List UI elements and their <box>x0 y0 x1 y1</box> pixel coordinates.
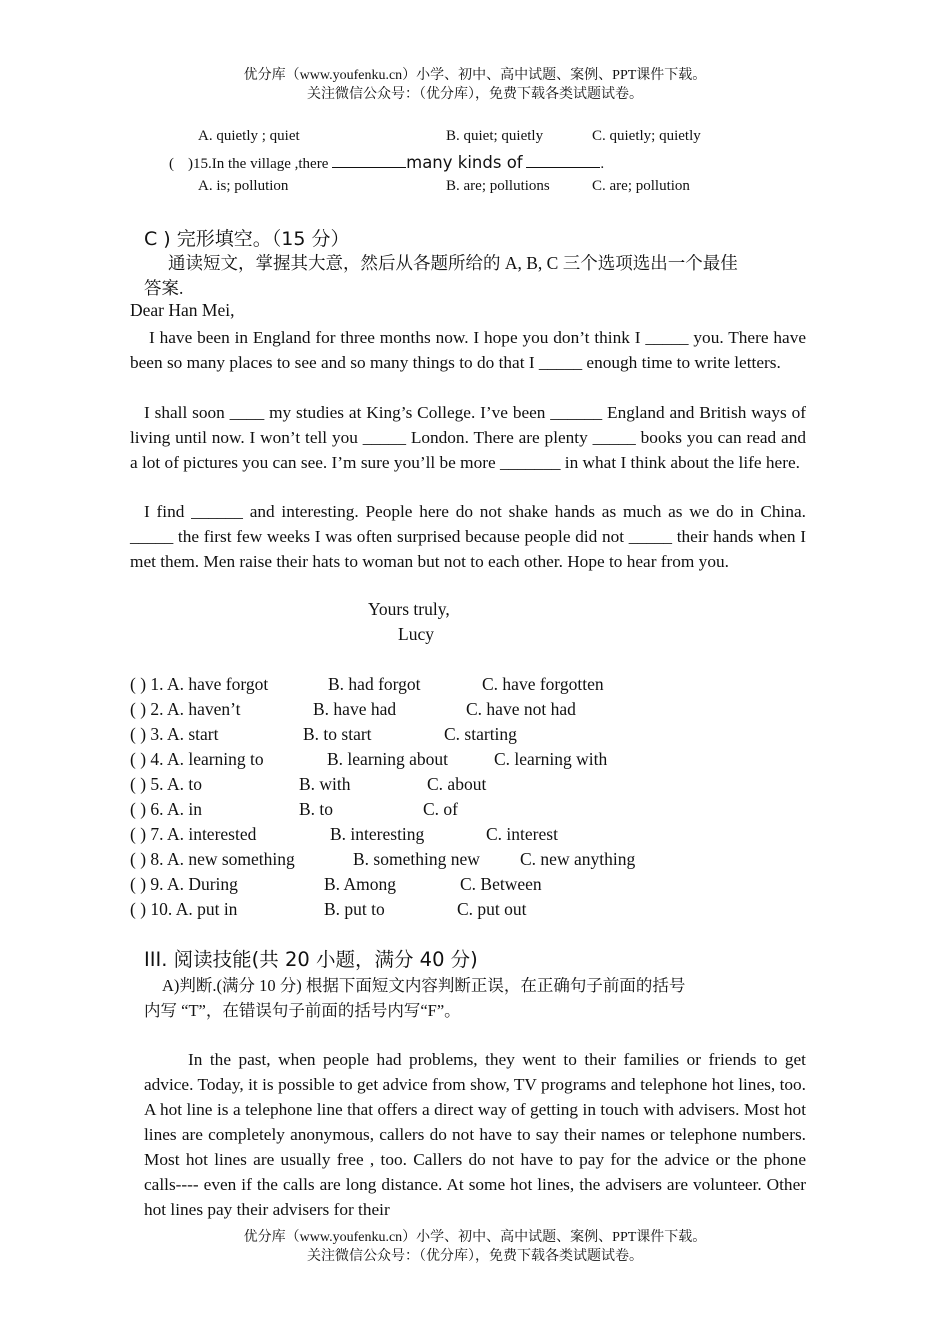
question-5-b: B. with <box>299 774 351 794</box>
question-6-b: B. to <box>299 799 334 819</box>
header-line-2: 关注微信公众号：（优分库），免费下载各类试题试卷。 <box>307 87 643 102</box>
footer-line-2: 关注微信公众号：（优分库），免费下载各类试题试卷。 <box>307 1249 643 1264</box>
question-5-c: C. about <box>427 774 487 794</box>
section-3-title: III. 阅读技能(共 20 小题，满分 40 分) <box>144 948 478 971</box>
section-3a-instruction-2: 内写 “T”，在错误句子前面的括号内写“F”。 <box>144 1001 461 1020</box>
q14-option-c: C. quietly; quietly <box>592 128 701 144</box>
letter-signature: Lucy <box>398 624 434 644</box>
question-10-b: B. put to <box>324 899 385 919</box>
section-c-title: C ) 完形填空。（15 分） <box>144 228 350 250</box>
question-4-b: B. learning about <box>327 749 449 769</box>
q15-option-a: A. is; pollution <box>198 178 289 194</box>
letter-paragraph-1: I have been in England for three months now. I hope you don’t think I _____ you. There have been so many places to see and so many things to do that I _____ enough time to write letters. <box>130 328 806 372</box>
question-3-c: C. starting <box>444 724 517 744</box>
question-4-c: C. learning with <box>494 749 608 769</box>
q15-option-c: C. are; pollution <box>592 178 690 194</box>
q15-stem <box>169 153 604 173</box>
question-4-a: ( ) 4. A. learning to <box>130 749 264 769</box>
footer-line-1: 优分库（www.youfenku.cn）小学、初中、高中试题、案例、PPT课件下载。 <box>243 1230 707 1245</box>
question-1-b: B. had forgot <box>328 674 421 694</box>
question-9-a: ( ) 9. A. During <box>130 874 238 894</box>
question-9-c: C. Between <box>460 874 542 894</box>
q15-end: . <box>600 156 605 172</box>
q15-option-b: B. are; pollutions <box>446 178 550 194</box>
question-2-c: C. have not had <box>466 699 576 719</box>
question-2-b: B. have had <box>313 699 397 719</box>
question-6-c: C. of <box>423 799 458 819</box>
question-3-a: ( ) 3. A. start <box>130 724 219 744</box>
letter-paragraph-3: I find ______ and interesting. People here do not shake hands as much as we do in China. _____ the first few weeks I was often surprised because people did not _____ their hands when I met them. Men raise their hats to woman but not to each other. Hope to hear from you. <box>130 502 806 571</box>
question-2-a: ( ) 2. A. haven’t <box>130 699 241 719</box>
q15-paren: ( <box>169 156 174 172</box>
question-8-b: B. something new <box>353 849 480 869</box>
q14-option-a: A. quietly ; quiet <box>198 128 300 144</box>
q14-option-b: B. quiet; quietly <box>446 128 544 144</box>
question-5-a: ( ) 5. A. to <box>130 774 202 794</box>
question-7-c: C. interest <box>486 824 558 844</box>
q15-mid: many kinds of <box>406 153 523 172</box>
question-1-c: C. have forgotten <box>482 674 604 694</box>
header-line-1: 优分库（www.youfenku.cn）小学、初中、高中试题、案例、PPT课件下载。 <box>243 68 707 83</box>
q15-blank-2[interactable] <box>526 153 600 168</box>
question-6-a: ( ) 6. A. in <box>130 799 202 819</box>
question-8-c: C. new anything <box>520 849 636 869</box>
question-3-b: B. to start <box>303 724 372 744</box>
reading-passage: In the past, when people had problems, they went to their families or friends to get advice. Today, it is possible to get advice from show, TV programs and telephone hot lines, too. A hot line is a telephone line that offers a direct way of getting in touch with advisers. Most hot lines are completely anonymous, callers do not have to say their names or telephone numbers. Most hot lines are usually free , too. Callers do not have to pay for the advice or the phone calls---- even if the calls are long distance. At some hot lines, the advisers are volunteer. Other hot lines pay their advisers for their <box>144 1050 806 1219</box>
question-9-b: B. Among <box>324 874 396 894</box>
q15-blank-1[interactable] <box>332 153 406 168</box>
question-1-a: ( ) 1. A. have forgot <box>130 674 269 694</box>
letter-paragraph-2: I shall soon ____ my studies at King’s College. I’ve been ______ England and British ways of living until now. I won’t tell you _____ London. There are plenty _____ books you can read and a lot of pictures you can see. I’m sure you’ll be more _______ in what I think about the life here. <box>130 403 806 472</box>
section-c-instruction-2: 答案. <box>144 278 184 298</box>
letter-greeting: Dear Han Mei, <box>130 300 235 320</box>
section-c-instruction-1: 通读短文，掌握其大意，然后从各题所给的 A, B, C 三个选项选出一个最佳 <box>168 253 738 273</box>
question-10-c: C. put out <box>457 899 527 919</box>
question-10-a: ( ) 10. A. put in <box>130 899 238 919</box>
question-7-a: ( ) 7. A. interested <box>130 824 257 844</box>
q15-text: )15.In the village ,there <box>188 156 329 172</box>
section-3a-instruction-1: A)判断.(满分 10 分) 根据下面短文内容判断正误，在正确句子前面的括号 <box>162 976 686 995</box>
letter-closing: Yours truly, <box>368 599 450 619</box>
question-7-b: B. interesting <box>330 824 425 844</box>
question-8-a: ( ) 8. A. new something <box>130 849 295 869</box>
